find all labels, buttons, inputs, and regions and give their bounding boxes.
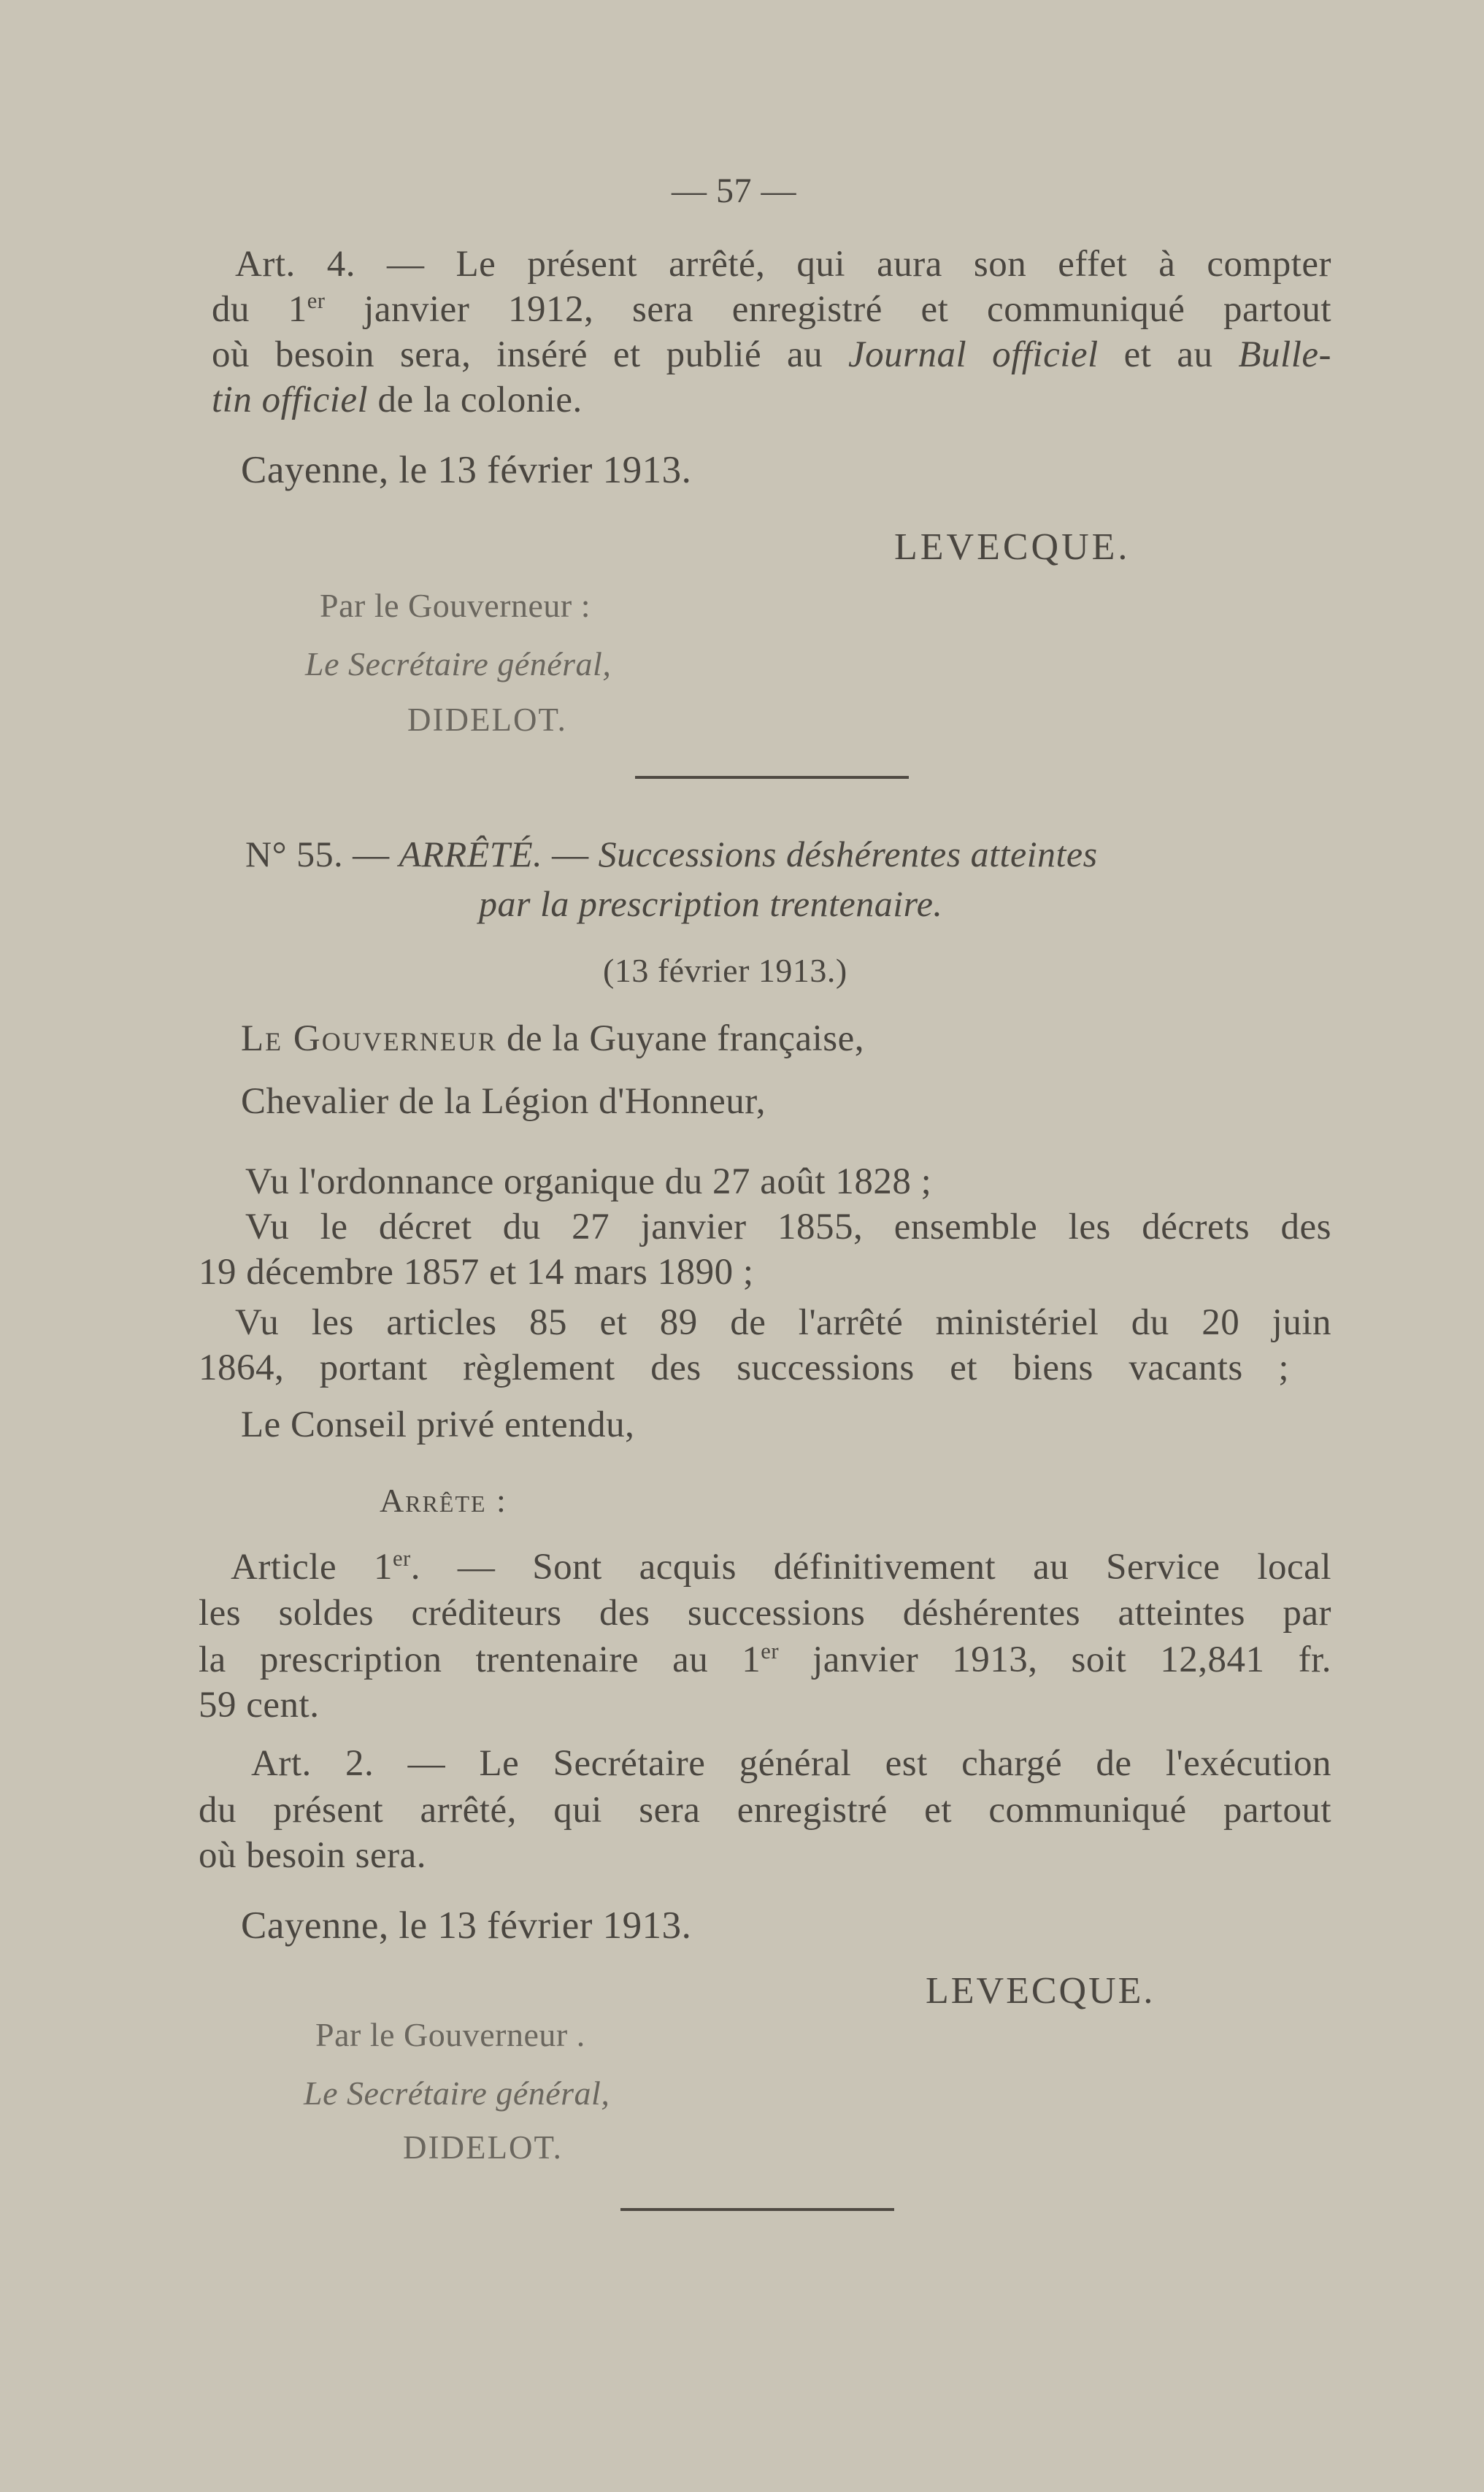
page-number: — 57 — <box>672 172 796 210</box>
text-fragment: du 1 <box>212 289 307 330</box>
text-fragment: Article 1 <box>231 1547 393 1588</box>
art4-line-2 <box>212 288 1331 331</box>
vu-3-line-2: 1864, portant règlement des successions et biens vacants ; <box>199 1347 1289 1388</box>
bulletin-officiel-italic: tin officiel <box>212 380 369 420</box>
art2-line-2: du présent arrêté, qui sera enregistré et communiqué partout <box>199 1790 1331 1831</box>
art1-line-4: 59 cent. <box>199 1685 320 1726</box>
text-fragment: de la colonie. <box>368 380 583 420</box>
separator-rule-2 <box>620 2208 894 2211</box>
vu-2-line-1: Vu le décret du 27 janvier 1855, ensemble les décrets des <box>245 1207 1331 1247</box>
journal-officiel-italic: Journal officiel <box>848 334 1099 375</box>
art4-line-4 <box>212 378 583 422</box>
chevalier-line: Chevalier de la Légion d'Honneur, <box>241 1081 766 1122</box>
signature-1: LEVECQUE. <box>894 526 1131 568</box>
art2-line-1: Art. 2. — Le Secrétaire général est chargé de l'exécution <box>251 1743 1331 1784</box>
superscript: er <box>307 288 326 313</box>
conseil-line: Le Conseil privé entendu, <box>241 1404 635 1445</box>
vu-2-line-2: 19 décembre 1857 et 14 mars 1890 ; <box>199 1252 754 1293</box>
decree-number: N° 55. <box>245 834 344 874</box>
text-fragment: . — Sont acquis définitivement au Service local <box>410 1547 1331 1588</box>
par-gouverneur-1: Par le Gouverneur : <box>320 587 591 624</box>
decree-heading-line-1 <box>245 832 1098 876</box>
separator-rule-1 <box>635 776 909 779</box>
decree-type: ARRÊTÉ. <box>399 834 543 874</box>
art1-line-1 <box>231 1545 1331 1589</box>
vu-1: Vu l'ordonnance organique du 27 août 1828 ; <box>245 1161 932 1202</box>
par-gouverneur-2: Par le Gouverneur . <box>315 2016 585 2053</box>
vu-3-line-1: Vu les articles 85 et 89 de l'arrêté ministériel du 20 juin <box>235 1302 1331 1343</box>
gouverneur-line <box>241 1017 864 1061</box>
place-date-2: Cayenne, le 13 février 1913. <box>241 1904 692 1947</box>
superscript: er <box>761 1639 780 1664</box>
art2-line-3: où besoin sera. <box>199 1835 427 1876</box>
gouverneur-smallcaps: Le Gouverneur <box>241 1018 497 1059</box>
text-fragment: — <box>343 834 399 874</box>
secretaire-name-1: DIDELOT. <box>407 701 567 738</box>
secretaire-name-2: DIDELOT. <box>403 2129 563 2166</box>
text-fragment: — <box>542 834 599 874</box>
superscript: er <box>392 1546 411 1571</box>
text-fragment: où besoin sera, inséré et publié au <box>212 334 849 375</box>
decree-title-2: par la prescription trentenaire. <box>479 883 943 924</box>
decree-title-1: Successions déshérentes atteintes <box>598 834 1098 874</box>
arrete-heading: Arrête : <box>380 1482 507 1519</box>
text-fragment: janvier 1913, soit 12,841 fr. <box>779 1639 1331 1680</box>
text-fragment: janvier 1912, sera enregistré et communiqué partout <box>325 289 1332 330</box>
signature-2: LEVECQUE. <box>926 1970 1156 2012</box>
text-fragment: la prescription trentenaire au 1 <box>199 1639 761 1680</box>
bulletin-italic: Bulle- <box>1238 334 1331 375</box>
art4-line-3 <box>212 333 1331 377</box>
place-date-1: Cayenne, le 13 février 1913. <box>241 449 692 491</box>
text-fragment: de la Guyane française, <box>496 1018 865 1059</box>
art1-line-2: les soldes créditeurs des successions déshérentes atteintes par <box>199 1593 1331 1634</box>
art1-line-3 <box>199 1638 1331 1682</box>
secretaire-2: Le Secrétaire général, <box>304 2074 610 2112</box>
secretaire-1: Le Secrétaire général, <box>305 645 612 682</box>
art4-line-1: Art. 4. — Le présent arrêté, qui aura son effet à compter <box>235 244 1331 285</box>
text-fragment: et au <box>1098 334 1239 375</box>
decree-date: (13 février 1913.) <box>603 952 847 989</box>
